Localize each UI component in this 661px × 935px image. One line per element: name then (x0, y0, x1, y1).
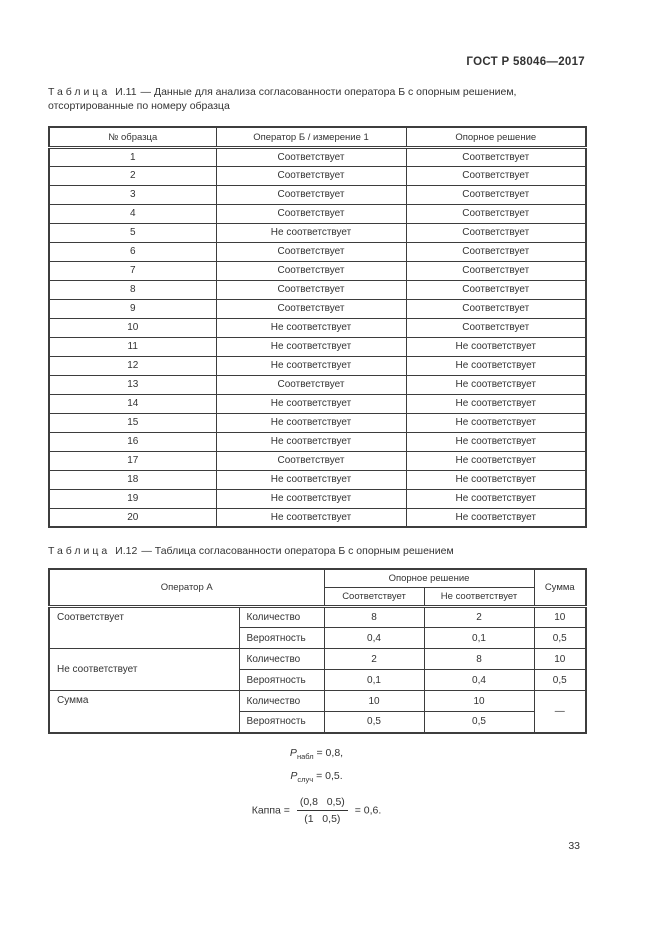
table-row (49, 649, 586, 670)
table-row (49, 337, 586, 356)
formulas-block (48, 747, 585, 825)
table-cell: 2 (424, 607, 534, 628)
table-cell: 10 (534, 649, 586, 670)
table-cell: Соответствует (216, 375, 406, 394)
formula-p-observed (48, 747, 585, 761)
formula-variable: P (290, 769, 298, 782)
table-row (49, 432, 586, 451)
table-cell: Соответствует (216, 166, 406, 185)
formula-value: = 0,5. (313, 769, 343, 782)
table-cell: 16 (49, 432, 216, 451)
table-cell: Не соответствует (216, 223, 406, 242)
table-cell: Не соответствует (406, 489, 586, 508)
table-cell: Не соответствует (216, 356, 406, 375)
table-cell: 9 (49, 299, 216, 318)
row-label-match: Соответствует (49, 607, 239, 649)
table-cell: Соответствует (406, 166, 586, 185)
table-cell: 3 (49, 185, 216, 204)
table-cell: 12 (49, 356, 216, 375)
table-cell: 14 (49, 394, 216, 413)
table-row (49, 489, 586, 508)
table-row (49, 223, 586, 242)
row-label-sum: Сумма (49, 691, 239, 733)
table-cell: Соответствует (406, 185, 586, 204)
table-cell: Не соответствует (216, 413, 406, 432)
table-cell: Соответствует (216, 242, 406, 261)
table-cell: 18 (49, 470, 216, 489)
table-cell: Не соответствует (406, 508, 586, 527)
table-cell: Соответствует (216, 280, 406, 299)
table-cell: 10 (324, 691, 424, 712)
table-cell: Не соответствует (406, 356, 586, 375)
subheader-match: Соответствует (324, 588, 424, 607)
header-sum: Сумма (534, 569, 586, 607)
fraction (297, 796, 348, 825)
table-cell: Соответствует (406, 299, 586, 318)
table-cell: Не соответствует (216, 489, 406, 508)
table-cell: Не соответствует (216, 337, 406, 356)
fraction-denominator: (1 0,5) (304, 812, 341, 825)
page-content (48, 0, 585, 825)
table-cell: 15 (49, 413, 216, 432)
table-cell: Соответствует (406, 261, 586, 280)
table-cell: Соответствует (406, 280, 586, 299)
table-cell: 5 (49, 223, 216, 242)
table-cell: 8 (324, 607, 424, 628)
table-row (49, 375, 586, 394)
table-cell: 19 (49, 489, 216, 508)
table-row (49, 299, 586, 318)
fraction-numerator: (0,8 0,5) (297, 796, 348, 811)
table-cell: Не соответствует (216, 318, 406, 337)
table-cell: Не соответствует (406, 337, 586, 356)
table-row (49, 261, 586, 280)
table-cell: 0,5 (324, 712, 424, 733)
table-row (49, 356, 586, 375)
formula-lhs: Каппа = (251, 803, 293, 816)
table-cell: 0,1 (424, 628, 534, 649)
table-cell: 17 (49, 451, 216, 470)
table-row (49, 394, 586, 413)
table-cell: Соответствует (406, 318, 586, 337)
table-row (49, 280, 586, 299)
table-cell: Соответствует (216, 261, 406, 280)
table-cell: Не соответствует (406, 451, 586, 470)
table-cell: 0,5 (424, 712, 534, 733)
formula-kappa (48, 796, 585, 825)
table-i11-caption (48, 85, 585, 113)
metric-label: Вероятность (239, 670, 324, 691)
table-cell: 2 (324, 649, 424, 670)
table-cell: 4 (49, 204, 216, 223)
table-cell: 11 (49, 337, 216, 356)
table-i11-body (49, 147, 586, 527)
table-cell: Соответствует (216, 451, 406, 470)
metric-label: Вероятность (239, 628, 324, 649)
metric-label: Количество (239, 649, 324, 670)
table-cell: Не соответствует (216, 394, 406, 413)
formula-subscript: набл (296, 751, 314, 761)
table-i11 (48, 126, 587, 528)
table-i12 (48, 568, 587, 734)
formula-value: = 0,8, (313, 746, 344, 759)
metric-label: Вероятность (239, 712, 324, 733)
table-cell: Не соответствует (216, 508, 406, 527)
table-cell: Соответствует (216, 147, 406, 166)
table-row (49, 607, 586, 628)
table-cell: 0,4 (324, 628, 424, 649)
table-cell: 2 (49, 166, 216, 185)
table-row (49, 451, 586, 470)
table-cell: 8 (424, 649, 534, 670)
row-label-no-match: Не соответствует (49, 649, 239, 691)
table-cell: 20 (49, 508, 216, 527)
table-cell: Соответствует (406, 242, 586, 261)
table-row (49, 204, 586, 223)
table-cell-dash: — (534, 691, 586, 733)
table-cell: Соответствует (216, 204, 406, 223)
formula-p-random (48, 770, 585, 784)
table-row (49, 147, 586, 166)
header-reference: Опорное решение (324, 569, 534, 588)
caption-number: И.11 (115, 86, 137, 98)
table-cell: Соответствует (216, 185, 406, 204)
table-cell: Не соответствует (216, 470, 406, 489)
metric-label: Количество (239, 607, 324, 628)
table-cell: Не соответствует (406, 394, 586, 413)
table-cell: Соответствует (406, 223, 586, 242)
column-header-reference: Опорное решение (406, 127, 586, 147)
table-row (49, 691, 586, 712)
caption-word: Таблица (48, 86, 111, 98)
table-cell: 8 (49, 280, 216, 299)
table-cell: Не соответствует (406, 413, 586, 432)
table-cell: Соответствует (406, 147, 586, 166)
page-number: 33 (568, 840, 580, 852)
header-operator-a: Оператор А (49, 569, 324, 607)
table-cell: Не соответствует (216, 432, 406, 451)
column-header-sample-number: № образца (49, 127, 216, 147)
caption-text: — Таблица согласованности оператора Б с опорным решением (141, 545, 454, 558)
column-header-operator-b: Оператор Б / измерение 1 (216, 127, 406, 147)
table-cell: 1 (49, 147, 216, 166)
formula-subscript: случ (297, 774, 314, 784)
table-row (49, 166, 586, 185)
formula-rhs: = 0,6. (351, 803, 382, 816)
metric-label: Количество (239, 691, 324, 712)
table-cell: 0,5 (534, 628, 586, 649)
table-header-row (49, 569, 586, 588)
table-cell: 0,5 (534, 670, 586, 691)
table-cell: 7 (49, 261, 216, 280)
table-cell: 10 (49, 318, 216, 337)
table-row (49, 508, 586, 527)
table-cell: Соответствует (216, 299, 406, 318)
table-cell: Не соответствует (406, 375, 586, 394)
caption-number: И.12 (115, 545, 138, 558)
table-cell: Не соответствует (406, 470, 586, 489)
formula-variable: P (289, 746, 297, 759)
table-row (49, 470, 586, 489)
caption-text: — Данные для анализа согласованности оператора Б с опорным решением, отсортированные по номеру образца (48, 86, 517, 113)
table-cell: 13 (49, 375, 216, 394)
caption-word: Таблица (48, 545, 111, 558)
table-cell: 10 (424, 691, 534, 712)
table-cell: Не соответствует (406, 432, 586, 451)
subheader-no-match: Не соответствует (424, 588, 534, 607)
table-row (49, 318, 586, 337)
table-header-row (49, 127, 586, 147)
table-row (49, 185, 586, 204)
table-cell: Соответствует (406, 204, 586, 223)
table-cell: 0,1 (324, 670, 424, 691)
table-cell: 10 (534, 607, 586, 628)
table-cell: 6 (49, 242, 216, 261)
table-row (49, 242, 586, 261)
table-cell: 0,4 (424, 670, 534, 691)
table-i12-caption (48, 544, 585, 558)
doc-number: ГОСТ Р 58046—2017 (466, 56, 585, 68)
table-row (49, 413, 586, 432)
